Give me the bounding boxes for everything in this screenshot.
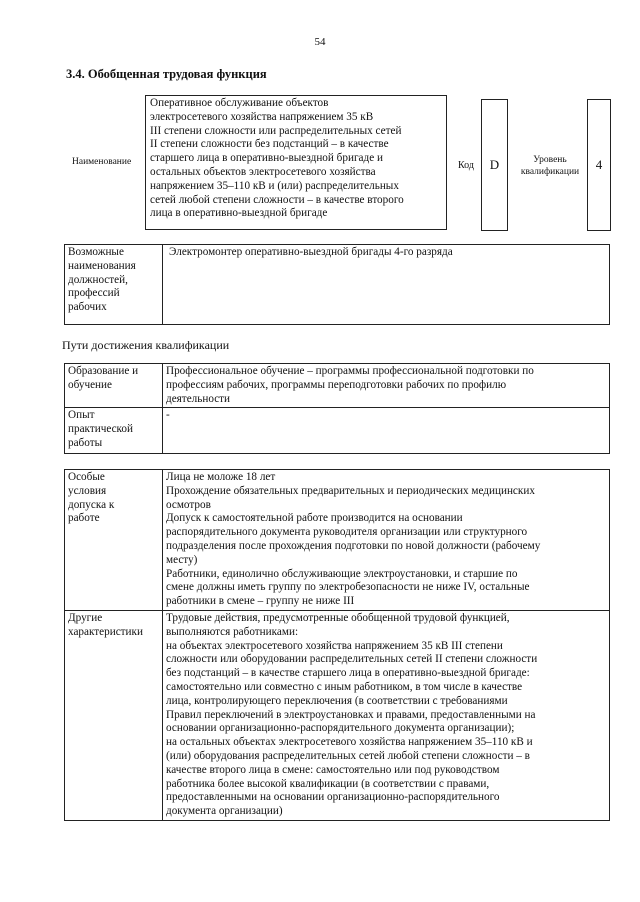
other-characteristics-label: Другие характеристики bbox=[65, 610, 163, 820]
code-value-box: D bbox=[481, 99, 508, 231]
experience-value: - bbox=[163, 408, 610, 454]
table-row bbox=[65, 245, 610, 325]
table-row bbox=[65, 408, 610, 454]
qualification-level-box: 4 bbox=[587, 99, 611, 231]
education-value: Профессиональное обучение – программы профессиональной подготовки по профессиям рабочих, программы переподготовки рабочих по профилю деятельности bbox=[163, 364, 610, 408]
education-label: Образование и обучение bbox=[65, 364, 163, 408]
education-table bbox=[64, 363, 610, 454]
conditions-table bbox=[64, 469, 610, 821]
special-conditions-label: Особые условия допуска к работе bbox=[65, 470, 163, 611]
experience-label: Опыт практической работы bbox=[65, 408, 163, 454]
special-conditions-value: Лица не моложе 18 лет Прохождение обязательных предварительных и периодических медицинских осмотров Допуск к самостоятельной работе производится на основании распорядительного документа руководителя организации или структурного подразделения после прохождения подготовки по новой должности (рабочему месту) Работники, единолично обслуживающие электроустановки, и старшие по смене должны иметь группу по электробезопасности не ниже IV, остальные работники в смене – группу не ниже III bbox=[163, 470, 610, 611]
page-number: 54 bbox=[314, 36, 326, 48]
other-characteristics-value: Трудовые действия, предусмотренные обобщенной трудовой функцией, выполняются работниками: на объектах электросетевого хозяйства напряжением 35 кВ III степени сложности или оборудовании распределительных сетей II степени сложности без подстанций – в качестве старшего лица в оперативно-выездной бригаде: самостоятельно или совместно с иным работником, в том числе в качестве лица, контролирующего переключения (в соответствии с требованиями Правил переключений в электроустановках и правами, предоставленными на основании организационно-распорядительного документа организации); на остальных объектах электросетевого хозяйства напряжением 35–110 кВ и (или) оборудования распределительных сетей любой степени сложности – в качестве второго лица в смене: самостоятельно или под руководством работника более высокой квалификации (в соответствии с правами, предоставленными на основании организационно-распорядительного документа организации) bbox=[163, 610, 610, 820]
table-row bbox=[65, 610, 610, 820]
paths-heading: Пути достижения квалификации bbox=[62, 338, 230, 352]
positions-table bbox=[64, 244, 610, 325]
code-label: Код bbox=[458, 160, 474, 171]
positions-label: Возможные наименования должностей, профессий рабочих bbox=[65, 245, 163, 325]
function-name-box: Оперативное обслуживание объектов электросетевого хозяйства напряжением 35 кВ III степени сложности или распределительных сетей II степени сложности без подстанций – в качестве старшего лица в оперативно-выездной бригаде и остальных объектов электросетевого хозяйства напряжением 35–110 кВ и (или) распределительных сетей любой степени сложности – в качестве второго лица в оперативно-выездной бригаде bbox=[145, 95, 447, 230]
positions-value: Электромонтер оперативно-выездной бригады 4-го разряда bbox=[163, 245, 610, 325]
section-title: 3.4. Обобщенная трудовая функция bbox=[66, 67, 267, 81]
table-row bbox=[65, 470, 610, 611]
name-label: Наименование bbox=[72, 157, 132, 167]
qualification-level-label: Уровень квалификации bbox=[520, 155, 580, 177]
table-row bbox=[65, 364, 610, 408]
